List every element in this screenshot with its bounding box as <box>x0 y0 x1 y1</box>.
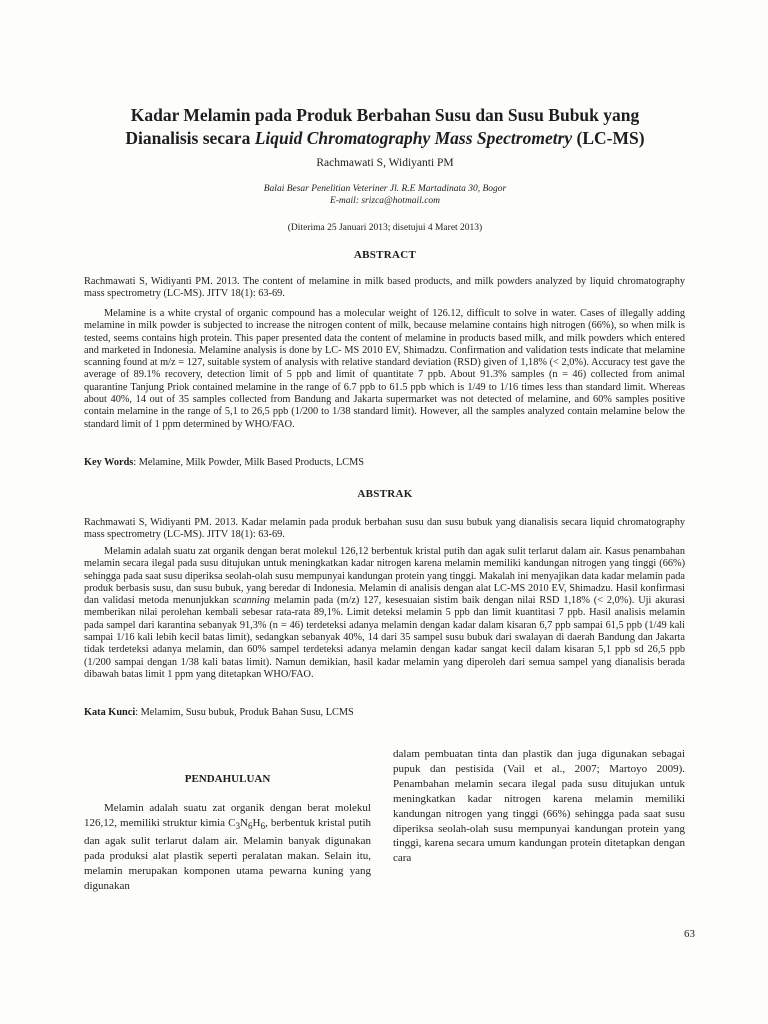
title-line-2-post: (LC-MS) <box>572 128 645 148</box>
abstrak-body-post: melamin pada (m/z) 127, kesesuaian sistim baik dengan nilai RSD 1,18% (< 2,0%). Uji akurasi memberikan nilai perolehan kembali sebesar rata-rata 89,1%. Limit deteksi melamin 5 ppb dan limit kuantitasi 7 ppb. Hasil analisis melamin pada sampel dari karantina sebanyak 91,3% (n = 46) terdeteksi adanya melamin dengan kadar dalam kisaran 6,7 ppb sampai 61,5 ppb (1/49 kali sampai 1/16 kali lebih kecil batas limit), sedangkan sebanyak 40%, 14 dari 35 sampel susu bubuk dari swalayan di daerah Bandung dan Jakarta tidak terdeteksi adanya melamin, dan 60% sampel terdeteksi adanya melamin dengan kadar sangat kecil dalam kisaran 5,1 ppb sd 26,5 ppb (1/200 sampai dengan 1/38 kali batas limit). Namun demikian, hasil kadar melamin yang diperoleh dari semua sampel yang dianalisis berada dibawah batas limit 1 ppm yang ditetapkan WHO/FAO. <box>84 595 685 680</box>
abstrak-citation: Rachmawati S, Widiyanti PM. 2013. Kadar melamin pada produk berbahan susu dan susu bubuk yang dianalisis secara liquid chromatography mass spectrometry (LC-MS). JITV 18(1): 63-69. <box>84 517 685 541</box>
title-line-2 <box>60 127 710 150</box>
title-line-1: Kadar Melamin pada Produk Berbahan Susu dan Susu Bubuk yang <box>130 105 640 125</box>
abstract-keywords <box>84 457 685 469</box>
abstract-heading: ABSTRACT <box>353 249 417 261</box>
intro-left-paragraph <box>84 801 371 894</box>
abstrak-body-pre: Melamin adalah suatu zat organik dengan berat molekul 126,12 berbentuk kristal putih dan agak sulit terlarut dalam air. Kasus penambahan melamin secara ilegal pada susu ditujukan untuk meningkatkan kadar nitrogen karena melamin memiliki kandungan nitrogen yang tinggi (66%) sehingga pada saat susu diperiksa seolah-olah susu mempunyai kandungan protein yang tinggi. Makalah ini menyajikan data kadar melamin pada produk berbasis susu, dan susu bubuk, yang beredar di Indonesia. Melamin di analisis dengan alat LC-MS 2010 EV, Shimadzu. Hasil konfirmasi dan validasi metoda menunjukkan <box>84 546 685 607</box>
affiliation-address: Balai Besar Penelitian Veteriner Jl. R.E Martadinata 30, Bogor <box>263 184 507 194</box>
formula-n: N <box>240 816 248 829</box>
formula-h: H <box>252 816 261 829</box>
authors: Rachmawati S, Widiyanti PM <box>316 157 454 169</box>
abstrak-body <box>84 546 685 681</box>
abstrak-heading: ABSTRAK <box>357 488 413 500</box>
abstract-body: Melamine is a white crystal of organic compound has a molecular weight of 126.12, difficult to solve in water. Cases of illegally adding melamine in milk powder is subjected to increase the nitrogen content of milk, because melamine contains high nitrogen (66%), so when milk is tested, seems contains high protein. This paper presented data the content of melamine in products based milk, and milk powders which entered and marketed in Indonesia. Melamine analysis is done by LC- MS 2010 EV, Shimadzu. Confirmation and validation tests indicate that melamine scanning found at m/z = 127, suitable system of analysis with relative standard deviation (RSD) given of 1,18% (< 2,0%). Accuracy test gave the average of 89.1% recovery, detection limit of 5 ppb and limit of quantitate 7 ppb. About 91.3% samples (n = 46) collected from animal quarantine Tanjung Priok contained melamine in the range of 6.7 ppb to 61.5 ppb which is 1/49 to 1/16 times less than standard limit. Whereas about 40%, 14 out of 35 samples collected from Bandung and Jakarta supermarket was not detected of melamine, and 60% samples positive contain melamine in the range of 5,1 to 26,5 ppb (1/200 to 1/38 standard limit). However, all the samples analyzed contain melamine below the standard limit of 1 ppm determined by WHO/FAO. <box>84 308 685 430</box>
affiliation-email: E-mail: srizca@hotmail.com <box>329 196 441 206</box>
keywords-label: Key Words <box>84 457 134 468</box>
intro-left-column <box>84 772 371 894</box>
abstract-citation: Rachmawati S, Widiyanti PM. 2013. The content of melamine in milk based products, and milk powders analyzed by liquid chromatography mass spectrometry (LC-MS). JITV 18(1): 63-69. <box>84 276 685 300</box>
title-line-2-pre: Dianalisis secara <box>125 128 255 148</box>
intro-left-pre: Melamin adalah suatu zat organik dengan berat molekul 126,12, memiliki struktur kimia C <box>84 801 371 829</box>
abstrak-keywords <box>84 707 685 719</box>
formula-sub-c: 3 <box>235 821 241 831</box>
kata-kunci-text: : Melamim, Susu bubuk, Produk Bahan Susu, LCMS <box>135 707 354 718</box>
page-number: 63 <box>684 928 695 940</box>
formula-sub-n: 6 <box>247 821 253 831</box>
intro-heading: PENDAHULUAN <box>184 773 271 785</box>
intro-right-column <box>393 747 685 866</box>
received-accepted-dates: (Diterima 25 Januari 2013; disetujui 4 Maret 2013) <box>287 223 483 233</box>
keywords-text: : Melamine, Milk Powder, Milk Based Products, LCMS <box>133 457 365 468</box>
paper-title <box>60 104 710 150</box>
kata-kunci-label: Kata Kunci <box>84 707 136 718</box>
intro-left-post: , berbentuk kristal putih dan agak sulit terlarut dalam air. Melamin banyak digunakan pada produksi alat plastik seperti peralatan makan. Selain itu, melamin merupakan komponen utama pewarna kuning yang digunakan <box>84 816 371 892</box>
affiliation <box>60 183 710 207</box>
intro-right-paragraph: dalam pembuatan tinta dan plastik dan juga digunakan sebagai pupuk dan pestisida (Vail et al., 2007; Martoyo 2009). Penambahan melamin secara ilegal pada susu ditujukan untuk meningkatkan kadar nitrogen karena melamin memiliki kandungan nitrogen yang tinggi (66%) sehingga pada saat susu diperiksa seolah-olah susu mempunyai kandungan protein yang tinggi, karena secara umum kandungan protein ditetapkan dengan cara <box>393 748 685 865</box>
formula-sub-h: 6 <box>260 821 266 831</box>
abstrak-body-italic: scanning <box>232 595 270 607</box>
title-line-2-italic: Liquid Chromatography Mass Spectrometry <box>254 128 573 148</box>
